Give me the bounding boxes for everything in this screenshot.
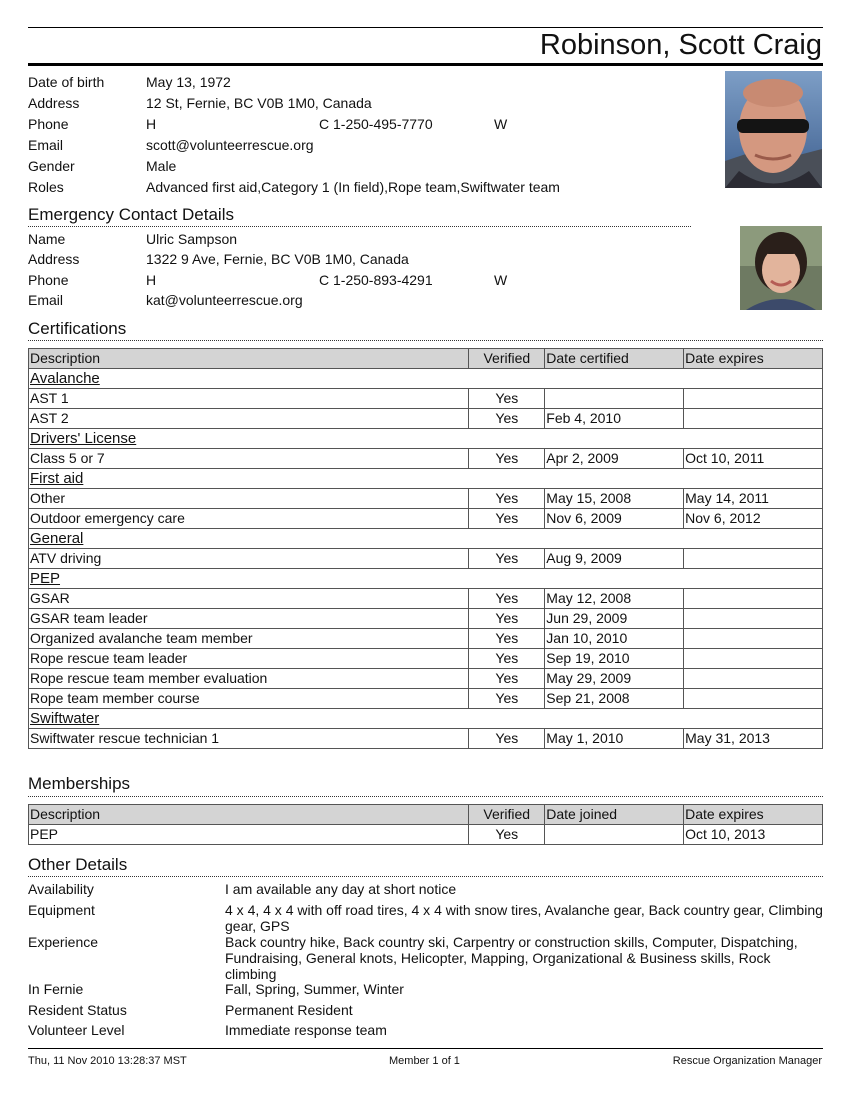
cert-expires: Oct 10, 2011 xyxy=(684,449,823,469)
cert-desc: Class 5 or 7 xyxy=(29,449,469,469)
certifications-table xyxy=(28,348,823,749)
cert-expires xyxy=(684,609,823,629)
cert-expires: Nov 6, 2012 xyxy=(684,509,823,529)
emergency-email-value: kat@volunteerrescue.org xyxy=(146,292,303,308)
col-date-expires: Date expires xyxy=(684,805,823,825)
other-label-equipment: Equipment xyxy=(28,902,95,918)
cert-expires xyxy=(684,649,823,669)
memberships-heading: Memberships xyxy=(28,774,131,793)
other-divider xyxy=(28,876,823,877)
cert-verified: Yes xyxy=(469,629,545,649)
cert-group-row xyxy=(29,429,823,449)
table-row xyxy=(29,509,823,529)
phone-label: Phone xyxy=(28,116,69,132)
cert-expires xyxy=(684,669,823,689)
cert-verified: Yes xyxy=(469,669,545,689)
cert-certified: Apr 2, 2009 xyxy=(545,449,684,469)
emergency-phone-label: Phone xyxy=(28,272,69,288)
cert-group-label: General xyxy=(29,529,823,549)
emergency-name-value: Ulric Sampson xyxy=(146,231,238,247)
col-date-certified: Date certified xyxy=(545,349,684,369)
cert-desc: Rope rescue team leader xyxy=(29,649,469,669)
emergency-email-label: Email xyxy=(28,292,64,308)
cert-verified: Yes xyxy=(469,509,545,529)
cert-expires xyxy=(684,589,823,609)
cert-desc: Outdoor emergency care xyxy=(29,509,469,529)
cert-expires xyxy=(684,629,823,649)
gender-label: Gender xyxy=(28,158,75,174)
cert-verified: Yes xyxy=(469,489,545,509)
footer-app-name: Rescue Organization Manager xyxy=(672,1055,822,1067)
dob-label: Date of birth xyxy=(28,74,105,90)
cert-certified: May 29, 2009 xyxy=(545,669,684,689)
cert-desc: Other xyxy=(29,489,469,509)
other-label-experience: Experience xyxy=(28,934,99,950)
cert-desc: Rope team member course xyxy=(29,689,469,709)
footer-page-indicator: Member 1 of 1 xyxy=(389,1055,460,1067)
cert-expires: May 31, 2013 xyxy=(684,729,823,749)
address-value: 12 St, Fernie, BC V0B 1M0, Canada xyxy=(146,95,372,111)
cert-verified: Yes xyxy=(469,389,545,409)
cert-group-label: Drivers' License xyxy=(29,429,823,449)
phone-home: H xyxy=(146,116,157,132)
table-row xyxy=(29,389,823,409)
cert-verified: Yes xyxy=(469,689,545,709)
other-value-in-fernie: Fall, Spring, Summer, Winter xyxy=(225,981,404,997)
cert-verified: Yes xyxy=(469,449,545,469)
table-row xyxy=(29,609,823,629)
memberships-divider xyxy=(28,796,823,797)
cert-group-row xyxy=(29,529,823,549)
cert-verified: Yes xyxy=(469,549,545,569)
memberships-header-row xyxy=(29,805,823,825)
email-label: Email xyxy=(28,137,64,153)
cert-desc: ATV driving xyxy=(29,549,469,569)
emergency-phone-work: W xyxy=(494,272,508,288)
certifications-divider xyxy=(28,340,823,341)
gender-value: Male xyxy=(146,158,177,174)
membership-expires: Oct 10, 2013 xyxy=(684,825,823,845)
cert-group-row xyxy=(29,369,823,389)
cert-certified: Aug 9, 2009 xyxy=(545,549,684,569)
member-photo xyxy=(725,71,822,188)
col-verified: Verified xyxy=(469,349,545,369)
table-row xyxy=(29,729,823,749)
cert-group-row xyxy=(29,569,823,589)
cert-group-label: Swiftwater xyxy=(29,709,823,729)
other-heading: Other Details xyxy=(28,855,128,874)
phone-work: W xyxy=(494,116,508,132)
cert-group-label: Avalanche xyxy=(29,369,823,389)
other-value-equipment: 4 x 4, 4 x 4 with off road tires, 4 x 4 with snow tires, Avalanche gear, Back country gear, Climbing gear, GPS xyxy=(225,902,823,934)
emergency-name-label: Name xyxy=(28,231,66,247)
other-label-volunteer-level: Volunteer Level xyxy=(28,1022,125,1038)
cert-certified: Sep 19, 2010 xyxy=(545,649,684,669)
other-value-volunteer-level: Immediate response team xyxy=(225,1022,387,1038)
cert-certified: May 12, 2008 xyxy=(545,589,684,609)
cert-group-label: PEP xyxy=(29,569,823,589)
cert-desc: GSAR team leader xyxy=(29,609,469,629)
cert-expires xyxy=(684,549,823,569)
table-row xyxy=(29,489,823,509)
cert-certified: Jan 10, 2010 xyxy=(545,629,684,649)
other-label-in-fernie: In Fernie xyxy=(28,981,84,997)
col-date-joined: Date joined xyxy=(545,805,684,825)
roles-label: Roles xyxy=(28,179,64,195)
cert-verified: Yes xyxy=(469,589,545,609)
membership-desc: PEP xyxy=(29,825,469,845)
cert-group-row xyxy=(29,709,823,729)
membership-verified: Yes xyxy=(469,825,545,845)
table-row xyxy=(29,409,823,429)
other-value-resident-status: Permanent Resident xyxy=(225,1002,353,1018)
col-description: Description xyxy=(29,349,469,369)
footer-timestamp: Thu, 11 Nov 2010 13:28:37 MST xyxy=(28,1055,187,1067)
cert-desc: AST 1 xyxy=(29,389,469,409)
table-row xyxy=(29,689,823,709)
col-date-expires: Date expires xyxy=(684,349,823,369)
emergency-address-value: 1322 9 Ave, Fernie, BC V0B 1M0, Canada xyxy=(146,251,409,267)
cert-verified: Yes xyxy=(469,409,545,429)
cert-verified: Yes xyxy=(469,609,545,629)
cert-certified: Sep 21, 2008 xyxy=(545,689,684,709)
emergency-address-label: Address xyxy=(28,251,80,267)
cert-verified: Yes xyxy=(469,729,545,749)
cert-expires xyxy=(684,689,823,709)
cert-certified: Jun 29, 2009 xyxy=(545,609,684,629)
emergency-heading: Emergency Contact Details xyxy=(28,205,234,224)
cert-desc: Organized avalanche team member xyxy=(29,629,469,649)
other-value-experience: Back country hike, Back country ski, Carpentry or construction skills, Computer, Dispatching, Fundraising, General knots, Helicopter, Mapping, Organizational & Business skills, Rock climbing xyxy=(225,934,798,982)
emergency-phone-cell: C 1-250-893-4291 xyxy=(319,272,433,288)
other-label-availability: Availability xyxy=(28,881,94,897)
emergency-contact-photo xyxy=(740,226,822,310)
table-row xyxy=(29,589,823,609)
roles-value: Advanced first aid,Category 1 (In field),Rope team,Swiftwater team xyxy=(146,179,560,195)
emergency-divider xyxy=(28,226,691,227)
cert-desc: Swiftwater rescue technician 1 xyxy=(29,729,469,749)
membership-joined xyxy=(545,825,684,845)
phone-cell: C 1-250-495-7770 xyxy=(319,116,433,132)
cert-group-label: First aid xyxy=(29,469,823,489)
emergency-phone-home: H xyxy=(146,272,157,288)
certifications-header-row xyxy=(29,349,823,369)
table-row xyxy=(29,669,823,689)
cert-expires xyxy=(684,389,823,409)
cert-expires: May 14, 2011 xyxy=(684,489,823,509)
cert-certified: Feb 4, 2010 xyxy=(545,409,684,429)
cert-certified: May 1, 2010 xyxy=(545,729,684,749)
memberships-table xyxy=(28,804,823,845)
member-name: Robinson, Scott Craig xyxy=(539,29,822,61)
table-row xyxy=(29,549,823,569)
cert-expires xyxy=(684,409,823,429)
cert-desc: GSAR xyxy=(29,589,469,609)
cert-desc: AST 2 xyxy=(29,409,469,429)
footer-rule xyxy=(28,1048,823,1049)
table-row xyxy=(29,649,823,669)
other-value-availability: I am available any day at short notice xyxy=(225,881,457,897)
certifications-heading: Certifications xyxy=(28,319,127,338)
cert-verified: Yes xyxy=(469,649,545,669)
address-label: Address xyxy=(28,95,80,111)
other-label-resident-status: Resident Status xyxy=(28,1002,127,1018)
table-row xyxy=(29,449,823,469)
col-verified: Verified xyxy=(469,805,545,825)
cert-certified xyxy=(545,389,684,409)
table-row xyxy=(29,825,823,845)
col-description: Description xyxy=(29,805,469,825)
cert-desc: Rope rescue team member evaluation xyxy=(29,669,469,689)
email-value: scott@volunteerrescue.org xyxy=(146,137,314,153)
dob-value: May 13, 1972 xyxy=(146,74,231,90)
cert-group-row xyxy=(29,469,823,489)
title-rule xyxy=(28,63,823,66)
table-row xyxy=(29,629,823,649)
cert-certified: Nov 6, 2009 xyxy=(545,509,684,529)
cert-certified: May 15, 2008 xyxy=(545,489,684,509)
